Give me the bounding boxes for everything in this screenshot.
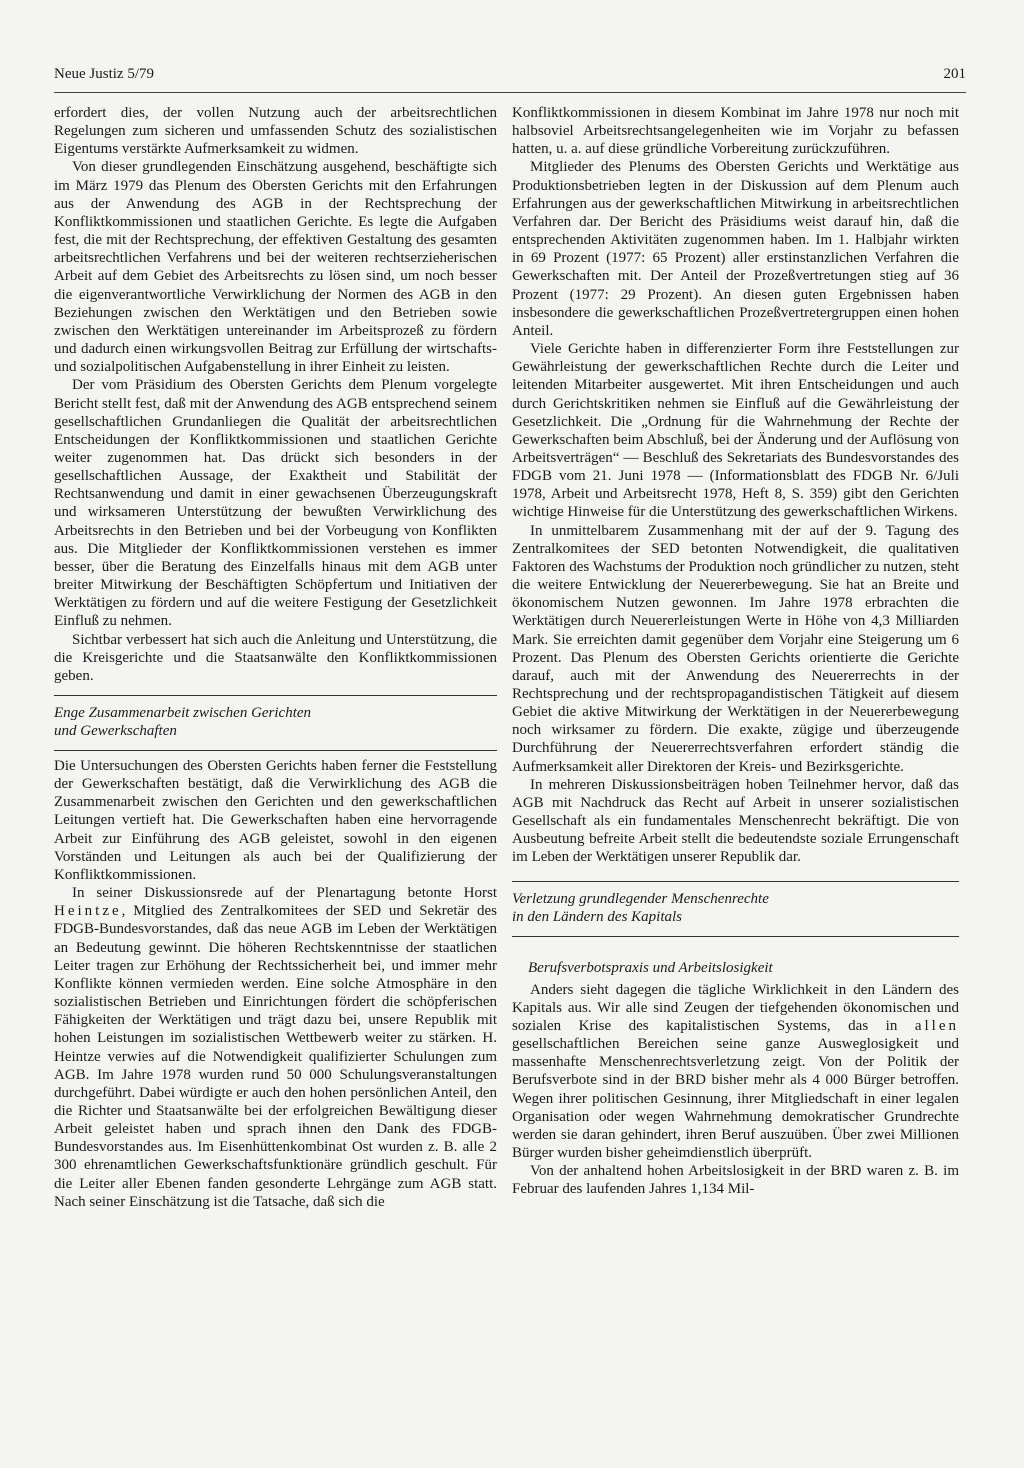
text-run: gesellschaftlichen Bereichen seine ganze Ausweglosigkeit und massenhafte Menschenrechtsverletzung zeigt. Von der Politik der Berufsverbote sind in der BRD bisher mehr als 4 000 Bürger betroffen. Wegen ihrer politischen Gesinnung, ihrer Mitgliedschaft in einer legalen Organisation oder wegen Wahrnehmung demokratischer Grundrechte werden sie daran gehindert, ihren Beruf auszuüben. Über zwei Millionen Bürger wurden bisher geheimdienstlich überprüft. [512,1036,959,1161]
page-header [54,66,966,90]
paragraph: Mitglieder des Plenums des Obersten Gerichts und Werktätige aus Produktionsbetrieben legten in der Diskussion auf dem Plenum auch Erfahrungen aus der gewerkschaftlichen Mitwirkung in arbeitsrechtlichen Verfahren dar. Der Bericht des Präsidiums weist darauf hin, daß die entsprechenden Aktivitäten zugenommen haben. Im 1. Halbjahr wirkten in 69 Prozent (1977: 65 Prozent) aller erstinstanzlichen Verfahren die Gewerkschaften mit. Der Anteil der Prozeßvertretungen stieg auf 36 Prozent (1977: 29 Prozent). An diesen guten Ergebnissen haben insbesondere die gewerkschaftlichen Prozeßvertretergruppen einen hohen Anteil. [512,159,959,339]
paragraph: Konfliktkommissionen in diesem Kombinat im Jahre 1978 nur noch mit halbsoviel Arbeitsrechtsangelegenheiten wie im Vorjahr zu befassen hatten, u. a. auf diese gründliche Vorbereitung zurückzuführen. [512,105,959,158]
section-rule [512,881,959,882]
paragraph [54,884,497,1211]
section-heading-line: Enge Zusammenarbeit zwischen Gerichten [54,705,312,721]
section-heading [512,890,959,926]
journal-title: Neue Justiz 5/79 [54,66,154,82]
section-heading-line: Verletzung grundlegender Menschenrechte [512,890,769,907]
paragraph: Die Untersuchungen des Obersten Gerichts haben ferner die Feststellung der Gewerkschaften bestätigt, daß die Verwirklichung des AGB die Zusammenarbeit zwischen den Gerichten und den gewerkschaftlichen Leitungen vertieft hat. Die Gewerkschaften haben eine hervorragende Arbeit zur Einführung des AGB geleistet, sowohl in den eigenen Vorständen und Leitungen als auch bei der Qualifizierung der Konfliktkommissionen. [54,758,497,883]
person-name: Heintze [54,903,122,920]
header-rule [54,92,966,93]
paragraph: Von der anhaltend hohen Arbeitslosigkeit in der BRD waren z. B. im Februar des laufenden Jahres 1,134 Mil- [512,1163,959,1198]
paragraph: Der vom Präsidium des Obersten Gerichts dem Plenum vorgelegte Bericht stellt fest, daß mit der Anwendung des AGB entsprechend seinem gesellschaftlichen Grundanliegen die Qualität der arbeitsrechtlichen Entscheidungen der Konfliktkommissionen und staatlichen Gerichte weiter zugenommen hat. Das drückt sich besonders in der gesellschaftlichen Aussage, der Exaktheit und Stabilität der Rechtsanwendung und damit in einer gewachsenen Überzeugungskraft und wirksameren Unterstützung der bewußten Verwirklichung des Arbeitsrechts in den Betrieben und bei der Vorbeugung von Konflikten aus. Die Mitglieder der Konfliktkommissionen verstehen es immer besser, über die Beratung des Einzelfalls hinaus mit dem AGB unter breiter Mitwirkung der Beschäftigten Schöpfertum und Initiativen der Werktätigen zu fördern und auf die weitere Festigung der Gesetzlichkeit Einfluß zu nehmen. [54,377,497,630]
paragraph [512,981,959,1163]
subsection-heading: Berufsverbotspraxis und Arbeitslosigkeit [528,959,773,976]
text-run: , Mitglied des Zentralkomitees der SED und Sekretär des FDGB-Bundesvorstandes, daß das neue AGB im Leben der Werktätigen an Bedeutung gewinnt. Die höheren Rechtskenntnisse der staatlichen Leiter tragen zur Erhöhung der Rechtssicherheit bei, und immer mehr Konflikte können vermieden werden. Eine solche Atmosphäre in den sozialistischen Betrieben und Einrichtungen fördert die schöpferischen Fähigkeiten der Werktätigen und trägt dazu bei, unsere Republik mit hohen Leistungen im sozialistischen Wettbewerb weiter zu stärken. H. Heintze verwies auf die Notwendigkeit qualifizierter Schulungen zum AGB. Im Jahre 1978 wurden rund 50 000 Schulungsveranstaltungen durchgeführt. Dabei würdigte er auch den hohen persönlichen Anteil, den die Richter und Staatsanwälte bei der erfolgreichen Bewältigung dieser Arbeit geleistet haben und sprach ihnen den Dank des FDGB-Bundesvorstandes aus. Im Eisenhüttenkombinat Ost wurden z. B. alle 2 300 ehrenamtlichen Gewerkschaftsfunktionäre gründlich geschult. Für die Leiter aller Ebenen fanden gesonderte Lehrgänge zum AGB statt. Nach seiner Einschätzung ist die Tatsache, daß sich die [54,903,497,1210]
paragraph: Viele Gerichte haben in differenzierter Form ihre Feststellungen zur Gewährleistung der gewerkschaftlichen Rechte durch die Leiter und leitenden Mitarbeiter ausgewertet. Mit ihren Entscheidungen und auch durch Gerichtskritiken nehmen sie Einfluß auf die Gewährleistung der Gesetzlichkeit. Die „Ordnung für die Wahrnehmung der Rechte der Gewerkschaften beim Abschluß, bei der Änderung und der Auflösung von Arbeitsverträgen“ — Beschluß des Sekretariats des Bundesvorstandes des FDGB vom 21. Juni 1978 — (Informationsblatt des FDGB Nr. 6/Juli 1978, Arbeit und Arbeitsrecht 1978, Heft 8, S. 359) gibt den Gerichten wichtige Hinweise für die Unterstützung des gewerkschaftlichen Wirkens. [512,341,959,521]
section-rule [54,750,497,751]
text-run: Anders sieht dagegen die tägliche Wirklichkeit in den Ländern des Kapitals aus. Wir alle sind Zeugen der tiefgehenden ökonomischen und sozialen Krise des kapitalistischen Systems, das in [512,981,959,1034]
left-column [54,104,497,1211]
section-heading-line: und Gewerkschaften [54,723,177,739]
text-run: In seiner Diskussionsrede auf der Plenartagung betonte Horst [72,885,497,902]
section-heading-line: in den Ländern des Kapitals [512,908,683,925]
paragraph: In unmittelbarem Zusammenhang mit der auf der 9. Tagung des Zentralkomitees der SED betonten Notwendigkeit, die qualitativen Faktoren des Wachstums der Produktion noch gründlicher zu nutzen, steht die weitere Entwicklung der Neuererbewegung. Sie hat an Breite und ökonomischem Nutzen gewonnen. Im Jahre 1978 erbrachten die Werktätigen durch Neuererleistungen Werte in Höhe von 4,3 Milliarden Mark. Sie erreichten damit gegenüber dem Vorjahr eine Steigerung um 6 Prozent. Das Plenum des Obersten Gerichts orientierte die Gerichte darauf, auch mit der Anwendung des Neuererrechts in der Rechtsprechung und der rechtspropagandistischen Tätigkeit auf diesem Gebiet die aktive Mitwirkung der Werktätigen in der Neuererbewegung noch wirksamer zu fördern. Die exakte, zügige und überzeugende Durchführung der Neuererrechtsverfahren erfordert ständig die Aufmerksamkeit aller Direktoren der Kreis- und Bezirksgerichte. [512,522,959,775]
section-heading [54,704,497,740]
paragraph: erfordert dies, der vollen Nutzung auch der arbeitsrechtlichen Regelungen zum sicheren und umfassenden Schutz des sozialistischen Eigentums verstärkte Aufmerksamkeit zu widmen. [54,105,497,158]
paragraph: Sichtbar verbessert hat sich auch die Anleitung und Unterstützung, die die Kreisgerichte und die Staatsanwälte den Konfliktkommissionen geben. [54,631,497,684]
right-column [512,104,959,1198]
paragraph: In mehreren Diskussionsbeiträgen hoben Teilnehmer hervor, daß das AGB mit Nachdruck das Recht auf Arbeit in unserer sozialistischen Gesellschaft als ein fundamentales Menschenrecht bekräftigt. Die von Ausbeutung befreite Arbeit stellt die bedeutendste soziale Errungenschaft im Leben der Werktätigen unserer Republik dar. [512,776,959,866]
section-rule [512,936,959,937]
emphasized-word: allen [914,1017,959,1034]
paragraph: Von dieser grundlegenden Einschätzung ausgehend, beschäftigte sich im März 1979 das Plenum des Obersten Gerichts mit den Erfahrungen aus der Anwendung des AGB in der Rechtsprechung der Konfliktkommissionen und staatlichen Gerichte. Es legte die Aufgaben fest, die mit der Rechtsprechung, der effektiven Gestaltung des gesamten arbeitsrechtlichen Verfahrens und bei der weiteren rechtserzieherischen Arbeit auf dem Gebiet des Arbeitsrechts zu lösen sind, um noch besser die eigenverantwortliche Verwirklichung der Normen des AGB in den Beziehungen zwischen den Werktätigen und den Betrieben sowie zwischen den Werktätigen untereinander im Arbeitsprozeß zu fördern und dadurch einen wirkungsvollen Beitrag zur Erfüllung der wirtschafts- und sozialpolitischen Aufgabenstellung in ihrer Einheit zu leisten. [54,159,497,376]
section-rule [54,695,497,696]
page-number: 201 [943,66,966,82]
